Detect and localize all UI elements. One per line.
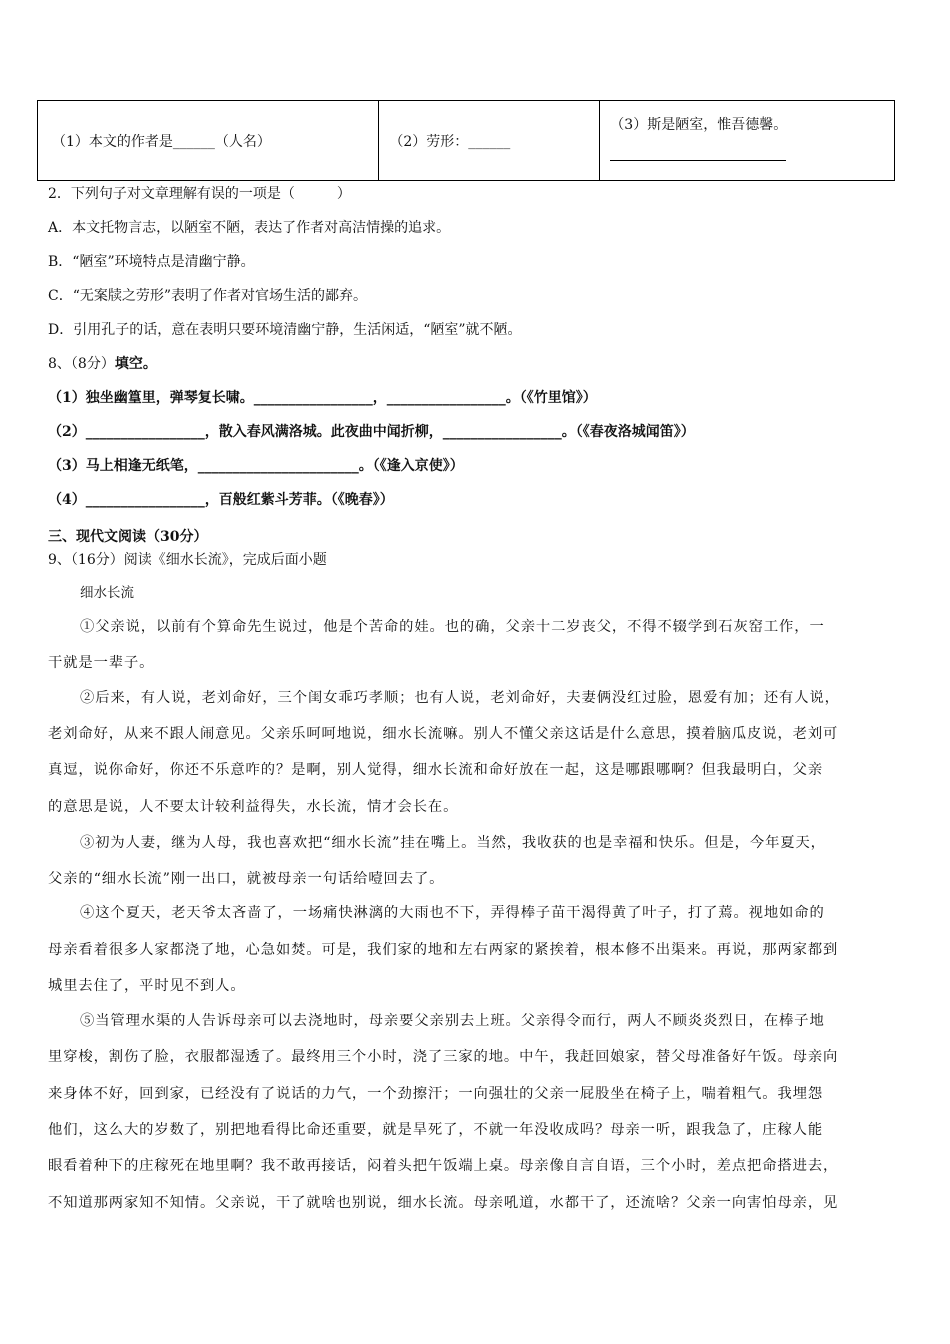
table-cell-author xyxy=(38,101,379,181)
article-line: 真逗，说你命好，你还不乐意咋的？是啊，别人觉得，细水长流和命好放在一起，这是哪跟哪啊？但我最明白，父亲 xyxy=(48,762,824,778)
article-line: 干就是一辈子。 xyxy=(48,655,155,671)
article-line: 他们，这么大的岁数了，别把地看得比命还重要，就是旱死了，不就一年没收成吗？母亲一听，跟我急了，庄稼人能 xyxy=(48,1122,824,1138)
q8-item-4: （4）_________________，百般红紫斗芳菲。（《晚春》） xyxy=(48,492,394,508)
q2-option-c: C．“无案牍之劳形”表明了作者对官场生活的鄙弃。 xyxy=(48,288,368,304)
q8-score: 8、（8分） xyxy=(48,356,115,372)
answer-table xyxy=(37,100,895,181)
q2-option-a: A．本文托物言志，以陋室不陋，表达了作者对高洁情操的追求。 xyxy=(48,220,451,236)
article-line: 眼看着种下的庄稼死在地里啊？我不敢再接话，闷着头把午饭端上桌。母亲像自言自语，三个小时，差点把命搭进去， xyxy=(48,1158,839,1174)
article-line: 不知道那两家知不知情。父亲说，干了就啥也别说，细水长流。母亲吼道，水都干了，还流啥？父亲一向害怕母亲，见 xyxy=(48,1195,839,1211)
q9-stem: 9、（16分）阅读《细水长流》，完成后面小题 xyxy=(48,552,327,568)
q8-heading xyxy=(48,354,157,374)
q2-stem: 2．下列句子对文章理解有误的一项是（ ） xyxy=(48,186,351,202)
article-line: ⑤当管理水渠的人告诉母亲可以去浇地时，母亲要父亲别去上班。父亲得令而行，两人不顾炎炎烈日，在棒子地 xyxy=(80,1013,825,1029)
article-line: 里穿梭，割伤了脸，衣服都湿透了。最终用三个小时，浇了三家的地。中午，我赶回娘家，替父母准备好午饭。母亲向 xyxy=(48,1049,839,1065)
q8-item-3: （3）马上相逢无纸笔，_______________________。（《逢入京使》） xyxy=(48,458,464,474)
q8-title: 填空。 xyxy=(114,356,157,372)
article-title: 细水长流 xyxy=(80,585,134,601)
q8-item-2: （2）_________________，散入春风满洛城。此夜曲中闻折柳，_________________。（《春夜洛城闻笛》） xyxy=(48,424,695,440)
article-line: ②后来，有人说，老刘命好，三个闺女乖巧孝顺；也有人说，老刘命好，夫妻俩没红过脸，恩爱有加；还有人说， xyxy=(80,690,840,706)
article-line: ④这个夏天，老天爷太吝啬了，一场痛快淋漓的大雨也不下，弄得棒子苗干渴得黄了叶子，打了蔫。视地如命的 xyxy=(80,905,825,921)
article-line: ①父亲说，以前有个算命先生说过，他是个苦命的娃。也的确，父亲十二岁丧父，不得不辍学到石灰窑工作，一 xyxy=(80,619,825,635)
table-cell-sentence xyxy=(600,101,895,181)
q2-option-d: D．引用孔子的话，意在表明只要环境清幽宁静，生活闲适，“陋室”就不陋。 xyxy=(48,322,522,338)
sentence-question: （3）斯是陋室，惟吾德馨。 xyxy=(610,117,788,133)
section-heading: 三、现代文阅读（30分） xyxy=(48,529,208,545)
table-cell-laoxing xyxy=(379,101,600,181)
article-line: ③初为人妻，继为人母，我也喜欢把“细水长流”挂在嘴上。当然，我收获的也是幸福和快乐。但是，今年夏天， xyxy=(80,835,826,851)
article-line: 城里去住了，平时见不到人。 xyxy=(48,978,246,994)
article-line: 来身体不好，回到家，已经没有了说话的力气，一个劲擦汗；一向强壮的父亲一屁股坐在椅子上，喘着粗气。我埋怨 xyxy=(48,1086,824,1102)
article-line: 老刘命好，从来不跟人闹意见。父亲乐呵呵地说，细水长流嘛。别人不懂父亲这话是什么意思，摸着脑瓜皮说，老刘可 xyxy=(48,726,839,742)
laoxing-question: （2）劳形：______ xyxy=(389,133,511,150)
q8-item-1: （1）独坐幽篁里，弹琴复长啸。_________________，_________________。（《竹里馆》） xyxy=(48,390,597,406)
article-line: 母亲看着很多人家都浇了地，心急如焚。可是，我们家的地和左右两家的紧挨着，根本修不出渠来。再说，那两家都到 xyxy=(48,942,839,958)
author-question: （1）本文的作者是______（人名） xyxy=(52,133,271,150)
answer-blank[interactable] xyxy=(610,146,786,161)
q2-option-b: B．“陋室”环境特点是清幽宁静。 xyxy=(48,254,255,270)
article-line: 的意思是说，人不要太计较利益得失，水长流，情才会长在。 xyxy=(48,799,459,815)
article-line: 父亲的“细水长流”刚一出口，就被母亲一句话给噎回去了。 xyxy=(48,871,445,887)
